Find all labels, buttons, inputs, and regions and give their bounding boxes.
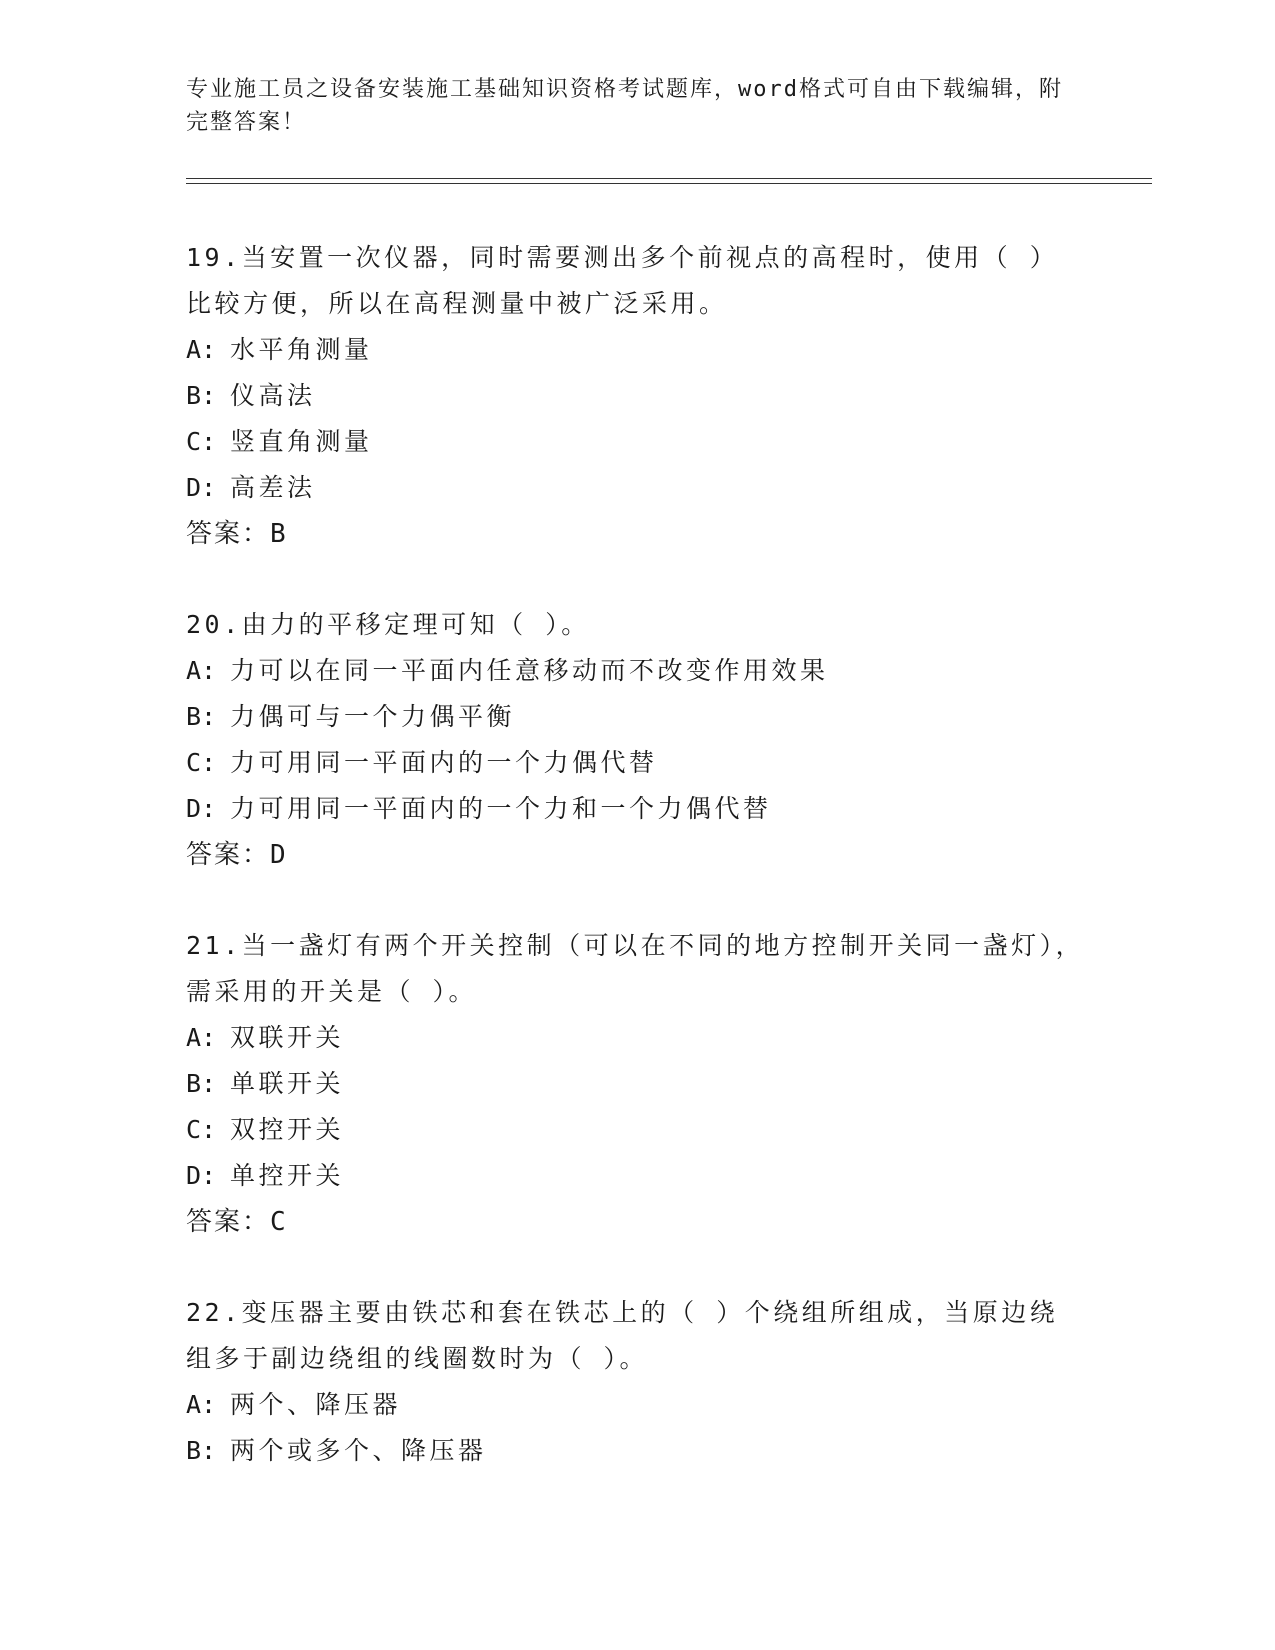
question-20 [186, 602, 1086, 878]
option-text: 力可用同一平面内的一个力偶代替 [230, 748, 658, 777]
option-letter: D: [186, 1161, 217, 1190]
option-text: 单联开关 [230, 1069, 345, 1098]
option-a [186, 648, 1086, 694]
question-stem: 21.当一盏灯有两个开关控制（可以在不同的地方控制开关同一盏灯），需采用的开关是（ ）。 [186, 931, 1085, 1006]
option-text: 两个或多个、降压器 [230, 1436, 487, 1465]
option-text: 两个、降压器 [230, 1390, 402, 1419]
answer-line [186, 1199, 1086, 1245]
option-letter: D: [186, 794, 217, 823]
option-letter: B: [186, 381, 217, 410]
option-letter: B: [186, 1069, 217, 1098]
option-d [186, 786, 1086, 832]
answer-label: 答案： [186, 519, 271, 549]
option-text: 力偶可与一个力偶平衡 [230, 702, 516, 731]
question-stem: 19.当安置一次仪器，同时需要测出多个前视点的高程时，使用（ ）比较方便，所以在高程测量中被广泛采用。 [186, 243, 1059, 318]
question-22 [186, 1290, 1086, 1474]
option-b [186, 1428, 1086, 1474]
header-divider-top [186, 178, 1152, 179]
question-list [186, 235, 1086, 1474]
option-d [186, 1153, 1086, 1199]
option-letter: A: [186, 335, 217, 364]
option-text: 高差法 [230, 473, 316, 502]
option-b [186, 373, 1086, 419]
document-header: 专业施工员之设备安装施工基础知识资格考试题库，word格式可自由下载编辑，附完整答案！ [186, 77, 1063, 135]
answer-label: 答案： [186, 1207, 271, 1237]
option-text: 水平角测量 [230, 335, 373, 364]
option-letter: B: [186, 1436, 217, 1465]
option-letter: C: [186, 427, 217, 456]
option-b [186, 694, 1086, 740]
answer-line [186, 511, 1086, 557]
option-a [186, 1015, 1086, 1061]
option-letter: A: [186, 656, 217, 685]
question-stem: 22.变压器主要由铁芯和套在铁芯上的（ ）个绕组所组成，当原边绕组多于副边绕组的线圈数时为（ ）。 [186, 1298, 1059, 1373]
option-letter: C: [186, 1115, 217, 1144]
answer-value: B [270, 519, 288, 549]
question-21 [186, 923, 1086, 1245]
answer-label: 答案： [186, 840, 271, 870]
option-d [186, 465, 1086, 511]
question-19 [186, 235, 1086, 557]
answer-value: C [270, 1207, 288, 1237]
question-stem: 20.由力的平移定理可知（ ）。 [186, 610, 590, 639]
option-text: 力可用同一平面内的一个力和一个力偶代替 [230, 794, 772, 823]
option-a [186, 1382, 1086, 1428]
answer-value: D [270, 840, 288, 870]
option-letter: B: [186, 702, 217, 731]
option-text: 仪高法 [230, 381, 316, 410]
option-text: 双联开关 [230, 1023, 345, 1052]
answer-line [186, 832, 1086, 878]
option-text: 竖直角测量 [230, 427, 373, 456]
option-c [186, 419, 1086, 465]
header-divider-bottom [186, 183, 1152, 184]
option-text: 力可以在同一平面内任意移动而不改变作用效果 [230, 656, 829, 685]
option-letter: A: [186, 1390, 217, 1419]
option-letter: C: [186, 748, 217, 777]
option-text: 单控开关 [230, 1161, 345, 1190]
option-letter: D: [186, 473, 217, 502]
option-a [186, 327, 1086, 373]
option-b [186, 1061, 1086, 1107]
option-c [186, 740, 1086, 786]
option-c [186, 1107, 1086, 1153]
option-letter: A: [186, 1023, 217, 1052]
option-text: 双控开关 [230, 1115, 345, 1144]
